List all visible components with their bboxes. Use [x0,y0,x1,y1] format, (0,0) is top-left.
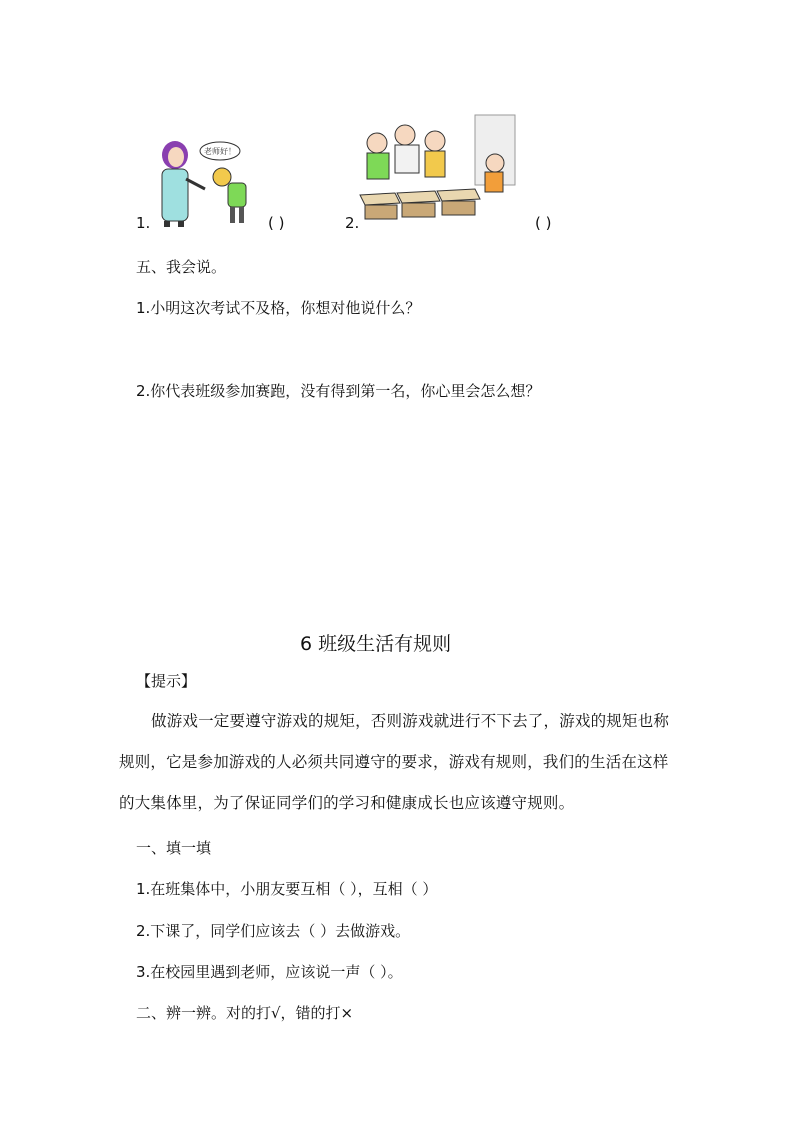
lesson-title: 6 班级生活有规则 [300,633,452,655]
classroom-fight-illustration [355,115,515,230]
q2-answer-blank[interactable]: ( ) [535,214,552,232]
teacher-greeting-illustration [150,135,260,230]
hint-label: 【提示】 [136,672,197,690]
fill-item-3: 3.在校园里遇到老师，应该说一声（ ）。 [136,963,403,981]
section-two-heading: 二、辨一辨。对的打√，错的打× [136,1004,354,1022]
speech-bubble-text: 老师好！ [204,147,236,156]
hint-paragraph: 做游戏一定要遵守游戏的规矩，否则游戏就进行不下去了，游戏的规矩也称规则，它是参加游戏的人必须共同遵守的要求，游戏有规则，我们的生活在这样的大集体里，为了保证同学们的学习和健康成长也应该遵守规则。 [119,712,670,812]
section-five-heading: 五、我会说。 [136,258,227,276]
question-1: 1.小明这次考试不及格，你想对他说什么？ [136,299,421,317]
q1-label: 1. [136,214,151,232]
q2-label: 2. [345,214,360,232]
fill-item-1: 1.在班集体中，小朋友要互相（ ），互相（ ） [136,880,438,898]
question-2: 2.你代表班级参加赛跑，没有得到第一名，你心里会怎么想？ [136,382,541,400]
fill-item-2: 2.下课了，同学们应该去（ ）去做游戏。 [136,922,411,940]
q1-answer-blank[interactable]: ( ) [268,214,285,232]
section-one-heading: 一、填一填 [136,839,212,857]
